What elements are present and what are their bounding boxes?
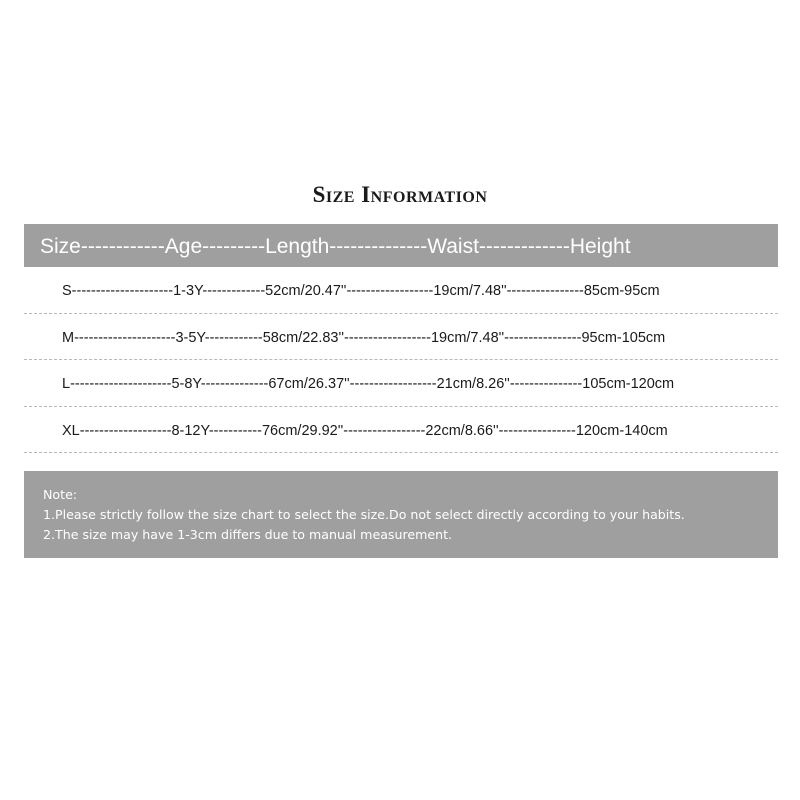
table-header: Size------------Age---------Length--------------Waist-------------Height <box>24 224 778 267</box>
table-row <box>24 407 778 453</box>
row-size-l: L---------------------5-8Y--------------67cm/26.37''------------------21cm/8.26''---------------105cm-120cm <box>62 376 675 392</box>
row-size-s: S---------------------1-3Y-------------52cm/20.47''------------------19cm/7.48''----------------85cm-95cm <box>62 283 660 299</box>
row-size-m: M---------------------3-5Y------------58cm/22.83''------------------19cm/7.48''----------------95cm-105cm <box>62 330 666 346</box>
note-line-1: 1.Please strictly follow the size chart to select the size.Do not select directly according to your habits. <box>43 507 685 522</box>
note-label: Note: <box>43 487 78 502</box>
page-title: Size Information <box>312 182 488 207</box>
table-row <box>24 314 778 360</box>
note-line-2: 2.The size may have 1-3cm differs due to manual measurement. <box>43 527 453 542</box>
row-size-xl: XL-------------------8-12Y-----------76cm/29.92''-----------------22cm/8.66''----------------120cm-140cm <box>62 423 668 439</box>
table-row <box>24 267 778 313</box>
note-box <box>24 471 778 558</box>
row-divider <box>24 452 778 453</box>
table-row <box>24 360 778 406</box>
